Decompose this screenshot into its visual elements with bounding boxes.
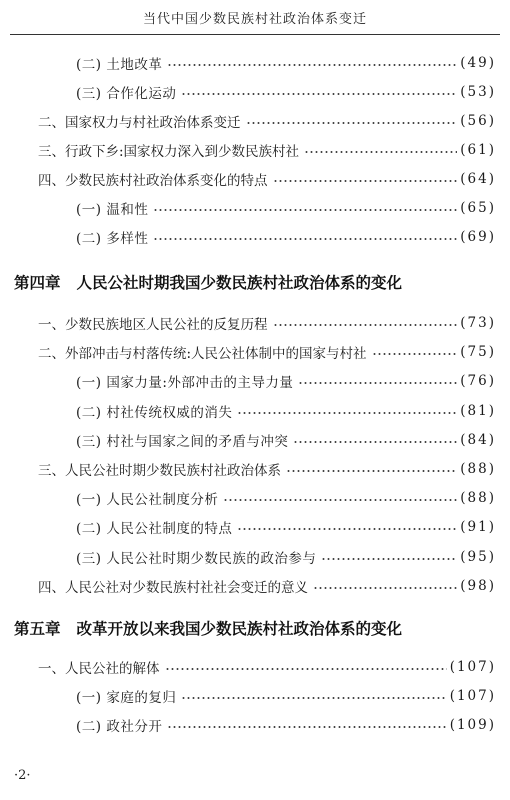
- dot-leader: [273, 180, 458, 182]
- dot-leader: [167, 726, 446, 728]
- dot-leader: [223, 499, 457, 501]
- toc-entry[interactable]: [0, 487, 510, 509]
- toc-entry-title: 一、少数民族地区人民公社的反复历程: [38, 317, 268, 333]
- running-header: 当代中国少数民族村社政治体系变迁: [142, 12, 367, 27]
- toc-entry[interactable]: [0, 52, 510, 74]
- toc-entry[interactable]: [0, 429, 510, 451]
- toc-entry-page: (91): [460, 519, 496, 536]
- toc-entry[interactable]: [0, 685, 510, 707]
- toc-entry-title: 四、人民公社对少数民族村社社会变迁的意义: [38, 579, 308, 596]
- toc-entry-title: 一、人民公社的解体: [38, 661, 160, 677]
- toc-entry-page: (81): [460, 402, 496, 419]
- toc-entry-page: (75): [460, 344, 496, 361]
- chapter-title: 人民公社时期我国少数民族村社政治体系的变化: [76, 274, 403, 292]
- toc-entry-page: (109): [449, 717, 496, 733]
- toc-entry[interactable]: [0, 168, 510, 190]
- toc-entry-page: (64): [460, 171, 496, 187]
- toc-entry-title: (一) 国家力量:外部冲击的主导力量: [76, 375, 294, 392]
- toc-entry[interactable]: [0, 312, 510, 334]
- dot-leader: [293, 441, 457, 443]
- dot-leader: [321, 558, 457, 560]
- dot-leader: [273, 324, 458, 326]
- toc-entry-title: (一) 家庭的复归: [76, 690, 177, 706]
- toc-entry-page: (73): [460, 315, 496, 331]
- toc-entry-title: (一) 温和性: [76, 202, 149, 218]
- toc-entry-page: (107): [449, 659, 496, 675]
- toc-entry[interactable]: [0, 458, 510, 480]
- toc-entry-title: (二) 政社分开: [76, 719, 163, 735]
- toc-entry[interactable]: [0, 110, 510, 132]
- toc-entry-title: (三) 村社与国家之间的矛盾与冲突: [76, 433, 289, 450]
- toc-entry[interactable]: [0, 341, 510, 363]
- toc-entry[interactable]: [0, 197, 510, 219]
- dot-leader: [298, 382, 457, 384]
- toc-entry-page: (88): [460, 461, 496, 477]
- toc-entry[interactable]: [0, 370, 510, 392]
- toc-entry-title: (一) 人民公社制度分析: [76, 492, 219, 509]
- toc-entry-title: 三、行政下乡:国家权力深入到少数民族村社: [38, 144, 300, 160]
- chapter-title: 改革开放以来我国少数民族村社政治体系的变化: [76, 620, 403, 638]
- toc-entry[interactable]: [0, 139, 510, 161]
- dot-leader: [246, 122, 458, 124]
- toc-entry[interactable]: [0, 546, 510, 568]
- dot-leader: [237, 528, 457, 530]
- toc-entry[interactable]: [0, 400, 510, 422]
- toc-entry-title: (二) 多样性: [76, 231, 149, 247]
- toc-entry-page: (107): [449, 688, 496, 704]
- toc-entry-page: (84): [460, 431, 496, 448]
- dot-leader: [181, 697, 446, 699]
- toc-entry-title: (二) 土地改革: [76, 57, 163, 73]
- toc-entry-title: 二、国家权力与村社政治体系变迁: [38, 115, 241, 131]
- dot-leader: [165, 668, 447, 670]
- header-divider: [10, 34, 500, 35]
- toc-entry-page: (61): [460, 142, 496, 158]
- toc-entry[interactable]: [0, 714, 510, 736]
- dot-leader: [372, 353, 458, 355]
- dot-leader: [153, 238, 457, 240]
- toc-entry-page: (95): [460, 548, 496, 565]
- toc-entry-page: (88): [460, 490, 496, 507]
- toc-entry-title: (三) 人民公社时期少数民族的政治参与: [76, 550, 317, 567]
- chapter-number: 第四章: [14, 274, 61, 292]
- dot-leader: [167, 64, 457, 66]
- toc-entry[interactable]: [0, 226, 510, 248]
- chapter-heading-4[interactable]: [14, 271, 402, 293]
- toc-entry-page: (56): [460, 113, 496, 129]
- chapter-heading-5[interactable]: [14, 617, 402, 639]
- toc-entry[interactable]: [0, 516, 510, 538]
- toc-entry-page: (69): [460, 229, 496, 245]
- dot-leader: [181, 93, 457, 95]
- page-number: ·2·: [14, 768, 31, 783]
- toc-entry-title: (三) 合作化运动: [76, 86, 177, 102]
- dot-leader: [304, 151, 457, 153]
- dot-leader: [286, 470, 457, 472]
- toc-entry-title: 二、外部冲击与村落传统:人民公社体制中的国家与村社: [38, 346, 367, 363]
- toc-entry-page: (53): [460, 84, 496, 100]
- toc-entry[interactable]: [0, 656, 510, 678]
- toc-entry-title: 三、人民公社时期少数民族村社政治体系: [38, 463, 281, 479]
- toc-entry-title: (二) 村社传统权威的消失: [76, 404, 233, 421]
- chapter-number: 第五章: [14, 620, 61, 638]
- dot-leader: [153, 209, 457, 211]
- toc-entry[interactable]: [0, 575, 510, 597]
- toc-entry-page: (98): [460, 577, 496, 594]
- toc-entry[interactable]: [0, 81, 510, 103]
- toc-entry-page: (65): [460, 200, 496, 216]
- toc-entry-title: 四、少数民族村社政治体系变化的特点: [38, 173, 268, 189]
- dot-leader: [313, 587, 457, 589]
- toc-entry-page: (76): [460, 373, 496, 390]
- toc-entry-page: (49): [460, 55, 496, 71]
- dot-leader: [237, 412, 457, 414]
- toc-entry-title: (二) 人民公社制度的特点: [76, 521, 233, 538]
